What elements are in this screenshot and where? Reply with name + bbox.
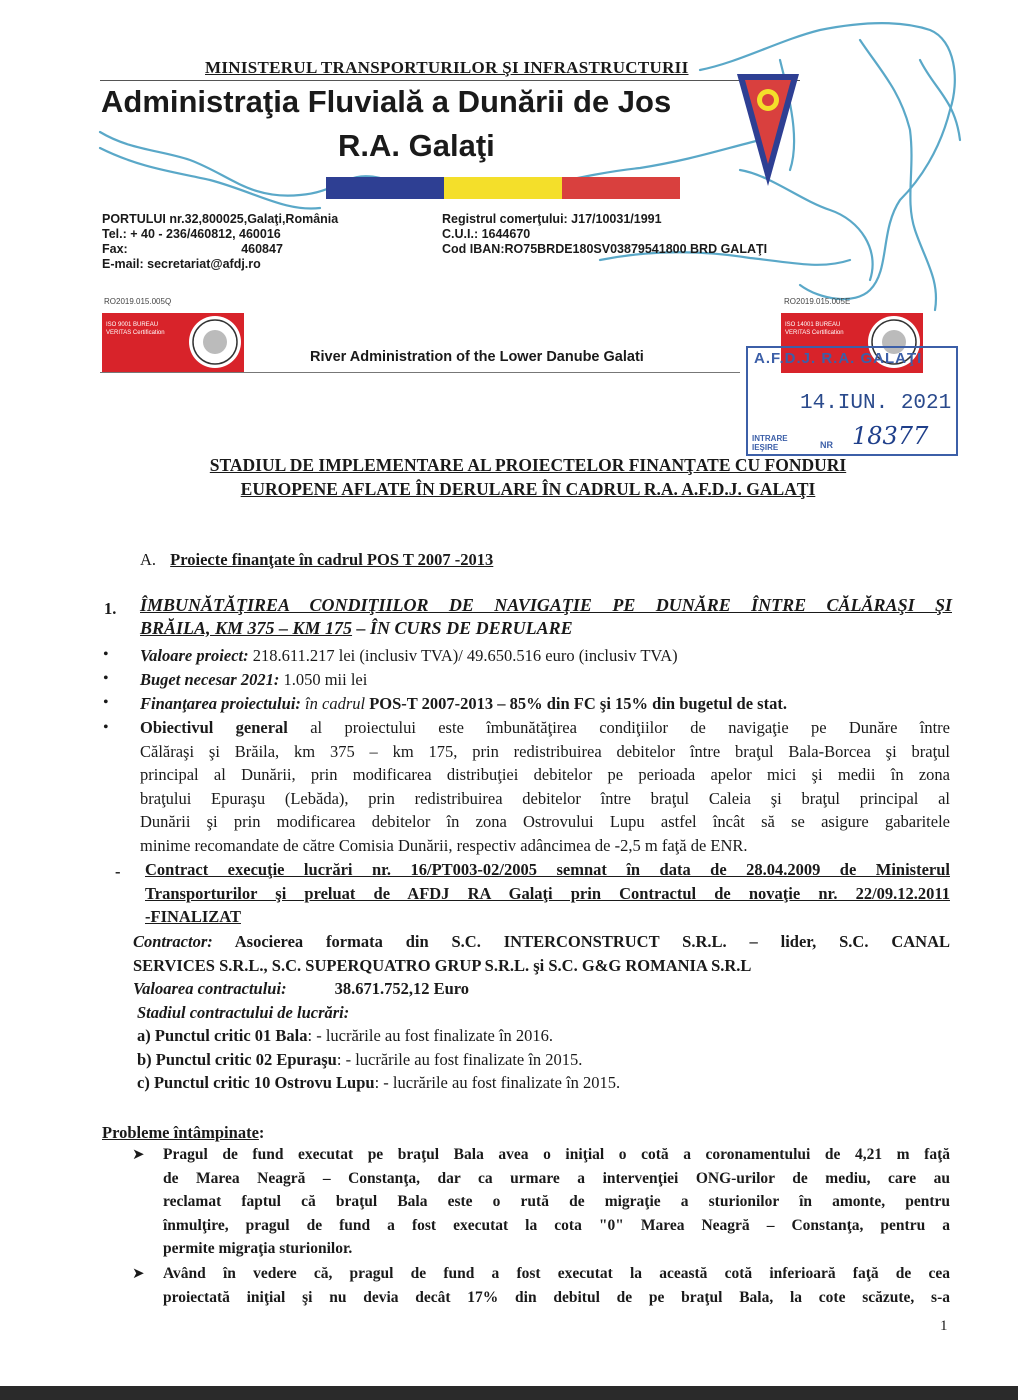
problem-line: proiectată iniţial şi nu devia decât 17% din debitul de pe braţul Bala, la cote scăzute, s-a <box>163 1288 950 1306</box>
english-name: River Administration of the Lower Danube Galati <box>310 349 644 365</box>
objective-line: braţului Epuraşu (Lebăda), prin redistribuirea debitelor între braţul Caleia şi braţul principal al <box>140 788 950 808</box>
contract-value-line <box>133 977 950 1001</box>
stamp-header: A.F.D.J. R.A. GALAŢI <box>754 350 923 367</box>
objective-line: Dunării şi prin modificarea debitelor în zona Ostrovului Lupu astfel încât să se asigure gabaritele <box>140 812 950 831</box>
contractor-block <box>133 930 950 1024</box>
fax-value: 460847 <box>241 242 283 256</box>
project-financing-bold: POS-T 2007-2013 – 85% din FC şi 15% din bugetul de stat. <box>369 694 787 713</box>
contractor-label: Contractor: <box>133 932 213 951</box>
objective-line: principal al Dunării, prin modificarea distribuţiei debitelor pe perioada apelor mici şi medii în zona <box>140 765 950 784</box>
ministry-name: MINISTERUL TRANSPORTURILOR ŞI INFRASTRUCTURII <box>205 58 689 77</box>
iban-line: Cod IBAN:RO75BRDE180SV03879541800 BRD GALAŢI <box>442 242 768 256</box>
address-line: PORTULUI nr.32,800025,Galaţi,România <box>102 212 339 226</box>
contract-line: Contract execuţie lucrări nr. 16/PT003-02/2005 semnat în data de 28.04.2009 de Ministerul <box>145 860 950 879</box>
objective-label: Obiectivul general <box>140 718 288 737</box>
project-number: 1. <box>104 599 117 618</box>
problem-line: Având în vedere că, pragul de fund a fost executat la această cotă inferioară faţă de cea <box>163 1265 950 1282</box>
arrow-bullet-icon: ➤ <box>132 1266 145 1282</box>
problem-line: permite migraţia sturionilor. <box>163 1240 353 1257</box>
contract-status: -FINALIZAT <box>145 907 241 926</box>
project-title-km: BRĂILA, KM 375 – KM 175 <box>140 618 353 638</box>
problem-item-2 <box>163 1262 950 1309</box>
flag-blue-band <box>326 177 444 199</box>
problem-line: Pragul de fund executat pe braţul Bala avea o iniţial o cotă a coronamentului de 4,21 m faţă <box>163 1146 950 1163</box>
contact-block-right <box>442 212 767 257</box>
registry-line: Registrul comerţului: J17/10031/1991 <box>442 212 662 226</box>
fax-label: Fax: <box>102 242 128 256</box>
cert-left-code: RO2019.015.005Q <box>104 297 172 306</box>
contractor-line <box>133 930 950 954</box>
objective-line: minime recomandate de către Comisia Dunării, respectiv adâncimea de -2,5 m faţă de ENR. <box>140 835 748 855</box>
stamp-label-intrare: INTRARE <box>752 434 788 443</box>
contact-block-left <box>102 212 338 272</box>
flag-red-band <box>562 177 680 199</box>
problems-heading <box>102 1121 264 1145</box>
section-letter: A. <box>140 550 157 569</box>
status-label <box>137 1001 950 1025</box>
problems-heading-text: Probleme întâmpinate <box>102 1123 259 1142</box>
flag-stripe <box>326 177 680 199</box>
status-item-text: : - lucrările au fost finalizate în 2015. <box>374 1073 621 1092</box>
problem-item-1 <box>163 1143 950 1261</box>
project-value-label: Valoare proiect: <box>140 646 249 665</box>
contract-dash: - <box>115 862 121 881</box>
contract-block <box>145 858 950 929</box>
ministry-rule <box>100 80 800 81</box>
stamp-date: 14.IUN. 2021 <box>800 392 952 415</box>
status-item-label: c) Punctul critic 10 Ostrovu Lupu <box>137 1073 375 1092</box>
bullet-dot: • <box>103 694 109 711</box>
problems-heading-colon: : <box>258 1123 265 1142</box>
contract-line: Transporturilor şi preluat de AFDJ RA Galaţi prin Contractul de novaţie nr. 22/09.12.2011 <box>145 883 950 903</box>
letterhead-divider <box>100 372 740 373</box>
fax-line <box>102 242 338 257</box>
problem-line: înmulţire, pragul de fund a fost executat la cota "0" Marea Neagră – Constanţa, pentru a <box>163 1216 950 1234</box>
project-title-status: – ÎN CURS DE DERULARE <box>352 618 573 638</box>
page-number: 1 <box>940 1318 948 1334</box>
objective-line: Călăraşi şi Brăila, km 375 – km 175, prin redistribuirea debitelor între braţul Bala-Borcea şi braţul <box>140 741 950 761</box>
problem-line: reclamat faptul că braţul Bala este o rută de migraţie a sturionilor în amonte, pentru <box>163 1193 950 1210</box>
objective-text: al proiectului este îmbunătăţirea condiţiilor de navigaţie pe Dunăre între <box>287 718 950 737</box>
stamp-label-nr: NR <box>820 440 833 450</box>
status-label-text: Stadiul contractului de lucrări: <box>137 1002 350 1022</box>
arrow-bullet-icon: ➤ <box>132 1147 145 1163</box>
status-item-text: : - lucrările au fost finalizate în 2016. <box>307 1026 554 1045</box>
project-title-line2 <box>140 617 952 640</box>
project-title-line1: ÎMBUNĂTĂŢIREA CONDIŢIILOR DE NAVIGAŢIE PE DUNĂRE ÎNTRE CĂLĂRAŞI ŞI <box>140 595 952 615</box>
bullet-dot: • <box>103 646 109 663</box>
project-financing <box>140 692 787 716</box>
status-list <box>137 1024 620 1095</box>
document-title-line2: EUROPENE AFLATE ÎN DERULARE ÎN CADRUL R.A. A.F.D.J. GALAŢI <box>240 479 816 499</box>
project-objective <box>140 716 950 857</box>
project-budget-label: Buget necesar 2021: <box>140 670 280 689</box>
contractor-text: Asocierea formata din S.C. INTERCONSTRUCT S.R.L. – lider, S.C. CANAL <box>212 932 950 951</box>
bottom-bar <box>0 1386 1018 1400</box>
cert-left-text: ISO 9001 BUREAU VERITAS Certification <box>106 322 165 336</box>
project-title <box>140 594 952 640</box>
stamp-number: 18377 <box>852 422 929 450</box>
registration-stamp <box>746 346 958 456</box>
email-line: E-mail: secretariat@afdj.ro <box>102 257 261 271</box>
status-item-label: b) Punctul critic 02 Epuraşu <box>137 1049 337 1069</box>
project-financing-label: Finanţarea proiectului: <box>140 694 301 713</box>
organization-suffix: R.A. Galaţi <box>338 128 495 163</box>
organization-name: Administraţia Fluvială a Dunării de Jos <box>101 84 672 119</box>
cert-right-code: RO2019.015.005E <box>784 297 851 306</box>
problem-line: de Marea Neagră – Constanţa, dar ca urmare a intervenţiei ONG-urilor de mediu, care au <box>163 1169 950 1187</box>
status-item <box>137 1048 620 1072</box>
cert-right-text: ISO 14001 BUREAU VERITAS Certification <box>785 322 844 336</box>
project-budget <box>140 668 367 692</box>
certification-badge-left <box>102 313 244 373</box>
project-value-text: 218.611.217 lei (inclusiv TVA)/ 49.650.516 euro (inclusiv TVA) <box>248 646 678 665</box>
bureau-veritas-seal-icon <box>189 316 241 368</box>
status-item-text: : - lucrările au fost finalizate în 2015. <box>336 1049 583 1069</box>
bullet-dot: • <box>103 719 109 736</box>
bullet-dot: • <box>103 670 109 687</box>
status-item <box>137 1071 620 1095</box>
tel-line: Tel.: + 40 - 236/460812, 460016 <box>102 227 281 241</box>
section-title: Proiecte finanţate în cadrul POS T 2007 -2013 <box>170 550 494 569</box>
status-item-label: a) Punctul critic 01 Bala <box>137 1026 308 1045</box>
flag-yellow-band <box>444 177 562 199</box>
contract-value: 38.671.752,12 Euro <box>334 979 470 998</box>
status-item <box>137 1024 620 1048</box>
contract-value-label: Valoarea contractului: <box>133 979 287 998</box>
cui-line: C.U.I.: 1644670 <box>442 227 531 241</box>
project-value <box>140 644 678 668</box>
document-title-line1: STADIUL DE IMPLEMENTARE AL PROIECTELOR FINANŢATE CU FONDURI <box>209 455 847 475</box>
contractor-line: SERVICES S.R.L., S.C. SUPERQUATRO GRUP S.R.L. şi S.C. G&G ROMANIA S.R.L <box>133 955 752 975</box>
objective-line <box>140 716 950 740</box>
project-financing-italic: în cadrul <box>300 694 370 713</box>
stamp-label-iesire: IEŞIRE <box>752 443 779 452</box>
pennant-logo-icon <box>735 72 801 190</box>
section-a-heading <box>140 548 493 572</box>
project-budget-text: 1.050 mii lei <box>279 670 368 689</box>
